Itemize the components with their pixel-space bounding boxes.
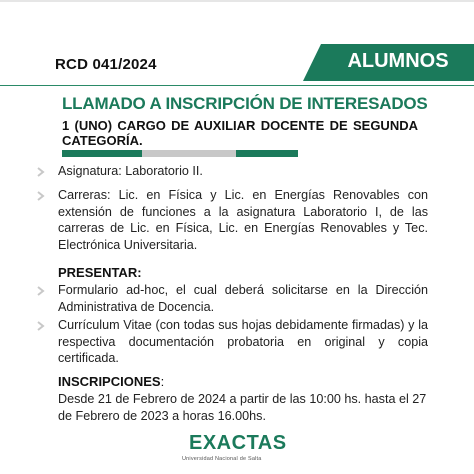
exactas-logo: EXACTAS <box>189 432 287 454</box>
accent-bar-green-left <box>62 150 142 157</box>
presentar-item-formulario: Formulario ad-hoc, el cual deberá solicitarse en la Dirección Administrativa de Docencia. <box>58 283 428 314</box>
chevron-right-icon <box>36 286 46 296</box>
accent-bar-green-right <box>236 150 298 157</box>
chevron-right-icon <box>36 191 46 201</box>
resolution-code: RCD 041/2024 <box>55 56 157 73</box>
carreras-item: Carreras: Lic. en Física y Lic. en Energías Renovables con extensión de funciones a la asignatura Laboratorio I, de las carreras de Lic. en Física, Lic. en Energías Renovables y Tec. Electrónica Universitaria. <box>58 188 428 252</box>
chevron-right-icon <box>36 167 46 177</box>
presentar-heading: PRESENTAR: <box>58 265 142 280</box>
university-name: Universidad Nacional de Salta <box>182 456 262 462</box>
inscripciones-heading <box>58 374 164 389</box>
presentar-item-curriculum: Currículum Vitae (con todas sus hojas debidamente firmadas) y la respectiva documentación probatoria en original y copia certificada. <box>58 318 428 365</box>
accent-bar-gray <box>142 150 236 157</box>
inscripciones-colon: : <box>160 374 165 389</box>
header-divider <box>0 85 474 86</box>
asignatura-item: Asignatura: Laboratorio II. <box>58 164 203 178</box>
top-border <box>0 0 474 2</box>
inscripciones-heading-label: INSCRIPCIONES <box>58 374 161 389</box>
inscripciones-dates: Desde 21 de Febrero de 2024 a partir de las 10:00 hs. hasta el 27 de Febrero de 2023 a horas 16.00hs. <box>58 392 427 423</box>
page-title: LLAMADO A INSCRIPCIÓN DE INTERESADOS <box>62 94 428 113</box>
position-subtitle: 1 (UNO) CARGO DE AUXILIAR DOCENTE DE SEGUNDA CATEGORÍA. <box>62 118 418 148</box>
audience-badge-label: ALUMNOS <box>347 50 449 72</box>
chevron-right-icon <box>36 321 46 331</box>
